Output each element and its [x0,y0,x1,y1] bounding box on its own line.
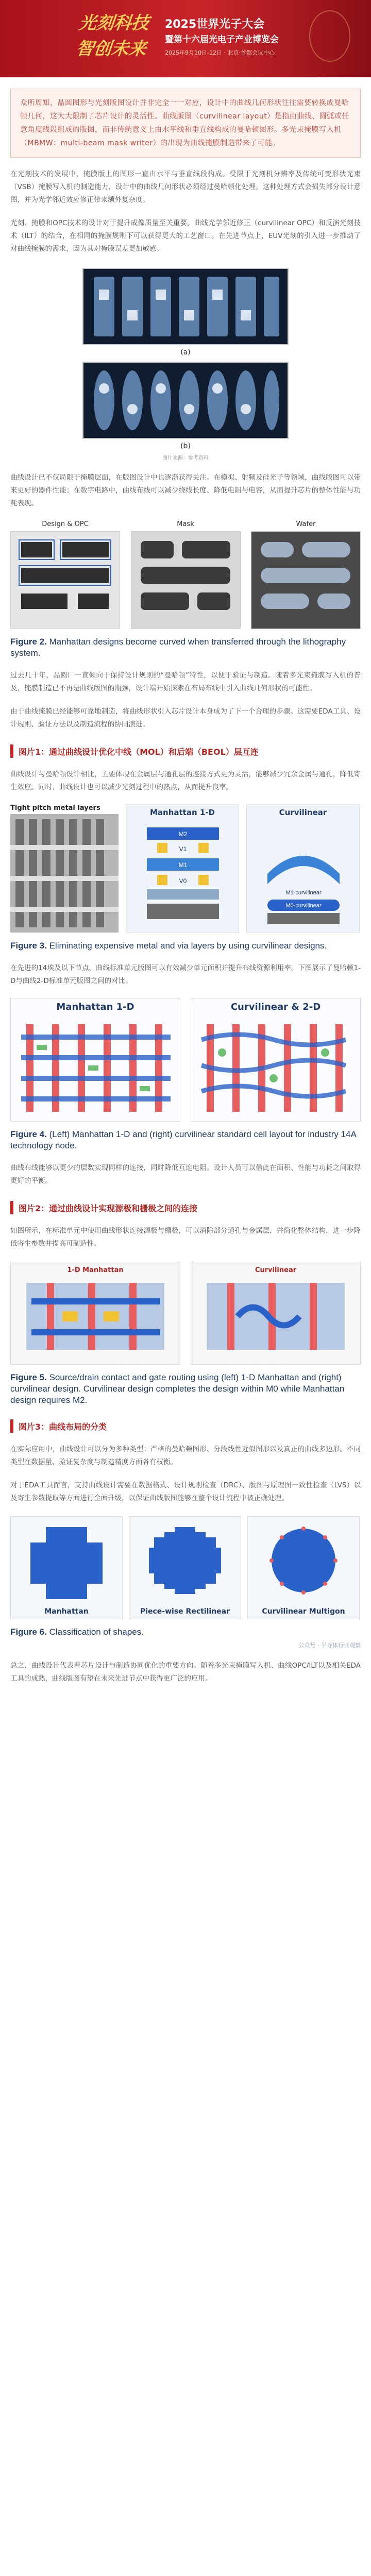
figure-2-mask-card [131,520,241,629]
figure-5-caption-text: Source/drain contact and gate routing using (left) 1-D Manhattan and (right) curvilinear design. Curvilinear design completes the design within M0 while Manhattan design requires M2. [10,1372,345,1405]
figure-5-curvilinear-graphic [191,1262,360,1364]
figure-4 [10,998,361,1122]
globe-icon [309,10,350,62]
paragraph: 光刻、掩膜和OPC技术的设计对于提升成像质量至关重要。曲线光学邻近修正（curvilinear OPC）和反演光刻技术（ILT）的结合，在相同的掩膜规则下可以获得更大的工艺窗口。在先进节点上，EUV光刻的引入进一步推动了对曲线掩膜的需求，因为其对掩膜误差更加敏感。 [10,219,361,253]
figure-6-piecewise-graphic [129,1517,241,1604]
banner-subtitle: 暨第十六届光电子产业博览会 [165,35,279,45]
section-heading [10,744,361,758]
paragraph: 过去几十年，晶圆厂一直倾向于保持设计规则的“曼哈顿”特性，以便于验证与制造。随着多光束掩膜写入机的普及，掩膜制造已不再是曲线版图的瓶颈，设计端开始探索在布局布线中引入曲线几何形状的可能性。 [10,671,361,692]
figure-2-design-card [10,520,120,629]
figure-3-mid-label-m1: M1 [178,861,188,869]
figure-1 [82,268,289,461]
section-bar-icon [10,1419,13,1433]
figure-5-right-title: Curvilinear [255,1266,297,1274]
figure-1b-graphic [83,363,288,438]
paragraph: 由于曲线掩膜已经能够可靠地制造，将曲线形状引入芯片设计本身成为了下一个合理的步骤。这需要EDA工具、设计规则、验证方法以及制造流程的协同演进。 [10,707,361,728]
figure-6-multigon-graphic [248,1517,359,1604]
paragraph: 对于EDA工具而言，支持曲线设计需要在数据格式、设计规则检查（DRC）、版图与原理图一致性检查（LVS）以及寄生参数提取等方面进行全面升级，以保证曲线版图能够在整个设计流程中被正确处理。 [10,1481,361,1502]
figure-3-mid-label-v1: V1 [179,845,187,853]
figure-2 [10,520,361,629]
figure-3-mid-title: Manhattan 1-D [149,808,215,817]
event-banner[interactable] [0,0,371,77]
figure-1a-graphic [83,269,288,344]
paragraph: 在先进的14埃及以下节点，曲线标准单元版图可以有效减少单元面积并提升布线资源利用率。下图展示了曼哈顿1-D与曲线2-D标准单元版图之间的对比。 [10,964,361,985]
figure-2-caption-prefix: Figure 2. [10,637,47,647]
figure-4-curvilinear-panel [191,998,361,1122]
figure-3-mid-label-m2: M2 [178,831,188,838]
figure-3-right-label-m0: M0-curvilinear [285,903,322,909]
figure-3-caption-prefix: Figure 3. [10,941,47,951]
figure-6-piecewise-panel [129,1516,241,1619]
figure-3 [10,804,361,933]
figure-6-caption-text: Classification of shapes. [49,1627,144,1637]
figure-2-design-image [10,531,120,629]
figure-6-label-manhattan: Manhattan [44,1607,89,1616]
intro-box: 众所周知，晶圆图形与光刻版图设计并非完全一一对应，设计中的曲线几何形状往往需要转换成曼哈顿几何，这大大限制了芯片设计的灵活性。曲线版图（curvilinear layout）是指由曲线、圆弧或任意角度线段组成的版图，而非传统意义上由水平线和垂直线构成的曼哈顿图形。多光束掩膜写入机（MBMW：multi-beam mask writer）的出现为曲线掩膜制造带来了可能。 [10,89,361,158]
figure-5-curvilinear-panel [191,1262,361,1365]
figure-4-curvilinear-graphic [191,998,360,1121]
figure-3-curvilinear-panel [246,804,360,933]
figure-4-right-title: Curvilinear & 2-D [230,1002,321,1012]
section-bar-icon [10,744,13,758]
paragraph: 曲线设计与曼哈顿设计相比，主要体现在金属层与通孔层的连接方式更为灵活，能够减少冗余金属与通孔，降低寄生效应。同时，曲线设计也可以减少光刻过程中的热点，从而提升良率。 [10,770,361,791]
figure-3-left-title: Tight pitch metal layers [10,804,100,812]
section-heading [10,1419,361,1433]
figure-3-photo-graphic [10,814,119,933]
figure-3-sem-photo [10,814,119,933]
figure-4-manhattan-panel [10,998,180,1122]
figure-2-label-mask: Mask [177,520,194,528]
figure-3-manhattan-panel [126,804,239,933]
figure-4-caption-prefix: Figure 4. [10,1129,47,1139]
figure-3-manhattan-graphic [126,817,239,928]
figure-1b-label: (b) [180,442,191,450]
paragraph: 在实际应用中，曲线设计可以分为多种类型：严格的曼哈顿图形、分段线性近似图形以及真正的曲线多边形。不同类型在数据量、验证复杂度与制造精度方面各有权衡。 [10,1445,361,1466]
figure-5-left-title: 1-D Manhattan [67,1266,124,1274]
figure-2-label-wafer: Wafer [296,520,316,528]
figure-2-wafer-card [251,520,361,629]
figure-1a-image [82,268,289,345]
section-heading [10,1201,361,1214]
figure-5-caption [10,1372,361,1406]
figure-1b-image [82,362,289,439]
figure-4-caption [10,1129,361,1151]
section-bar-icon [10,1201,13,1214]
paragraph: 总之，曲线设计代表着芯片设计与制造协同优化的重要方向。随着多光束掩膜写入机、曲线OPC/ILT以及相关EDA工具的成熟，曲线版图有望在未来先进节点中获得更广泛的应用。 [10,1662,361,1683]
figure-6-caption-prefix: Figure 6. [10,1627,47,1637]
figure-3-right-title: Curvilinear [279,808,327,817]
figure-5-manhattan-panel [10,1262,180,1365]
section-title: 图片3：曲线布局的分类 [19,1421,107,1432]
figure-6 [10,1516,361,1619]
watermark: 公众号 · 半导体行业观察 [298,1642,361,1649]
figure-6-manhattan-graphic [11,1517,122,1604]
section-title: 图片2：通过曲线设计实现源极和栅极之间的连接 [19,1203,198,1213]
figure-4-left-title: Manhattan 1-D [56,1002,134,1012]
figure-3-right-label-m1: M1-curvilinear [285,890,322,896]
figure-6-label-multigon: Curvilinear Multigon [262,1607,345,1616]
section-title: 图片1：通过曲线设计优化中线（MOL）和后端（BEOL）层互连 [19,747,259,757]
figure-5-manhattan-graphic [11,1262,180,1364]
paragraph: 曲线布线能够以更少的层数实现同样的连接，同时降低互连电阻。设计人员可以借此在面积、性能与功耗之间取得更好的平衡。 [10,1164,361,1185]
figure-1-credit: 图片来源：参考资料 [162,455,209,461]
figure-1a-label: (a) [180,348,191,357]
figure-2-design-graphic [11,532,120,629]
figure-2-wafer-image [251,531,361,629]
figure-3-mid-label-v0: V0 [179,877,187,885]
figure-2-label-design: Design & OPC [42,520,89,528]
figure-5 [10,1262,361,1365]
figure-6-multigon-panel [247,1516,360,1619]
paragraph: 在光刻技术的发展中，掩膜版上的图形一直由水平与垂直线段构成。受限于光刻机分辨率及传统可变形状光束（VSB）掩膜写入机的制造能力，设计中的曲线几何形状必须经过曼哈顿化处理。这种处理方式会损失部分设计意图，并为光学邻近效应修正带来额外复杂度。 [10,170,361,204]
paragraph: 如图所示，在标准单元中使用曲线形状连接源极与栅极，可以消除部分通孔与金属层，并简化整体结构，进一步降低寄生参数并提高可制造性。 [10,1227,361,1248]
figure-3-caption [10,940,361,952]
banner-logo: 光刻科技 智创未来 [75,13,150,59]
figure-2-wafer-graphic [251,532,360,629]
figure-3-curvilinear-graphic [247,817,359,928]
figure-3-photo-panel [10,804,119,933]
figure-6-caption [10,1626,361,1638]
figure-4-caption-text: (Left) Manhattan 1-D and (right) curvilinear standard cell layout for industry 14A technology node. [10,1129,356,1150]
figure-2-caption-text: Manhattan designs become curved when transferred through the lithography system. [10,637,346,658]
figure-6-manhattan-panel [10,1516,123,1619]
figure-3-caption-text: Eliminating expensive metal and via layers by using curvilinear designs. [49,941,327,951]
paragraph: 曲线设计已不仅局限于掩膜层面，在版图设计中也逐渐获得关注。在模拟、射频及硅光子等领域，曲线版图可以带来更好的器件性能；在数字电路中，曲线布线可以减少绕线长度、降低电阻与电容，从而提升芯片的整体性能与功耗表现。 [10,473,361,507]
figure-4-manhattan-graphic [11,998,180,1121]
banner-info: 2025年9月10日-12日 · 北京·首都会议中心 [165,49,275,56]
figure-2-mask-graphic [131,532,240,629]
banner-title: 2025世界光子大会 [165,18,265,31]
figure-5-caption-prefix: Figure 5. [10,1372,47,1382]
figure-2-mask-image [131,531,241,629]
figure-2-caption [10,636,361,659]
figure-6-label-piecewise: Piece-wise Rectilinear [140,1607,230,1616]
